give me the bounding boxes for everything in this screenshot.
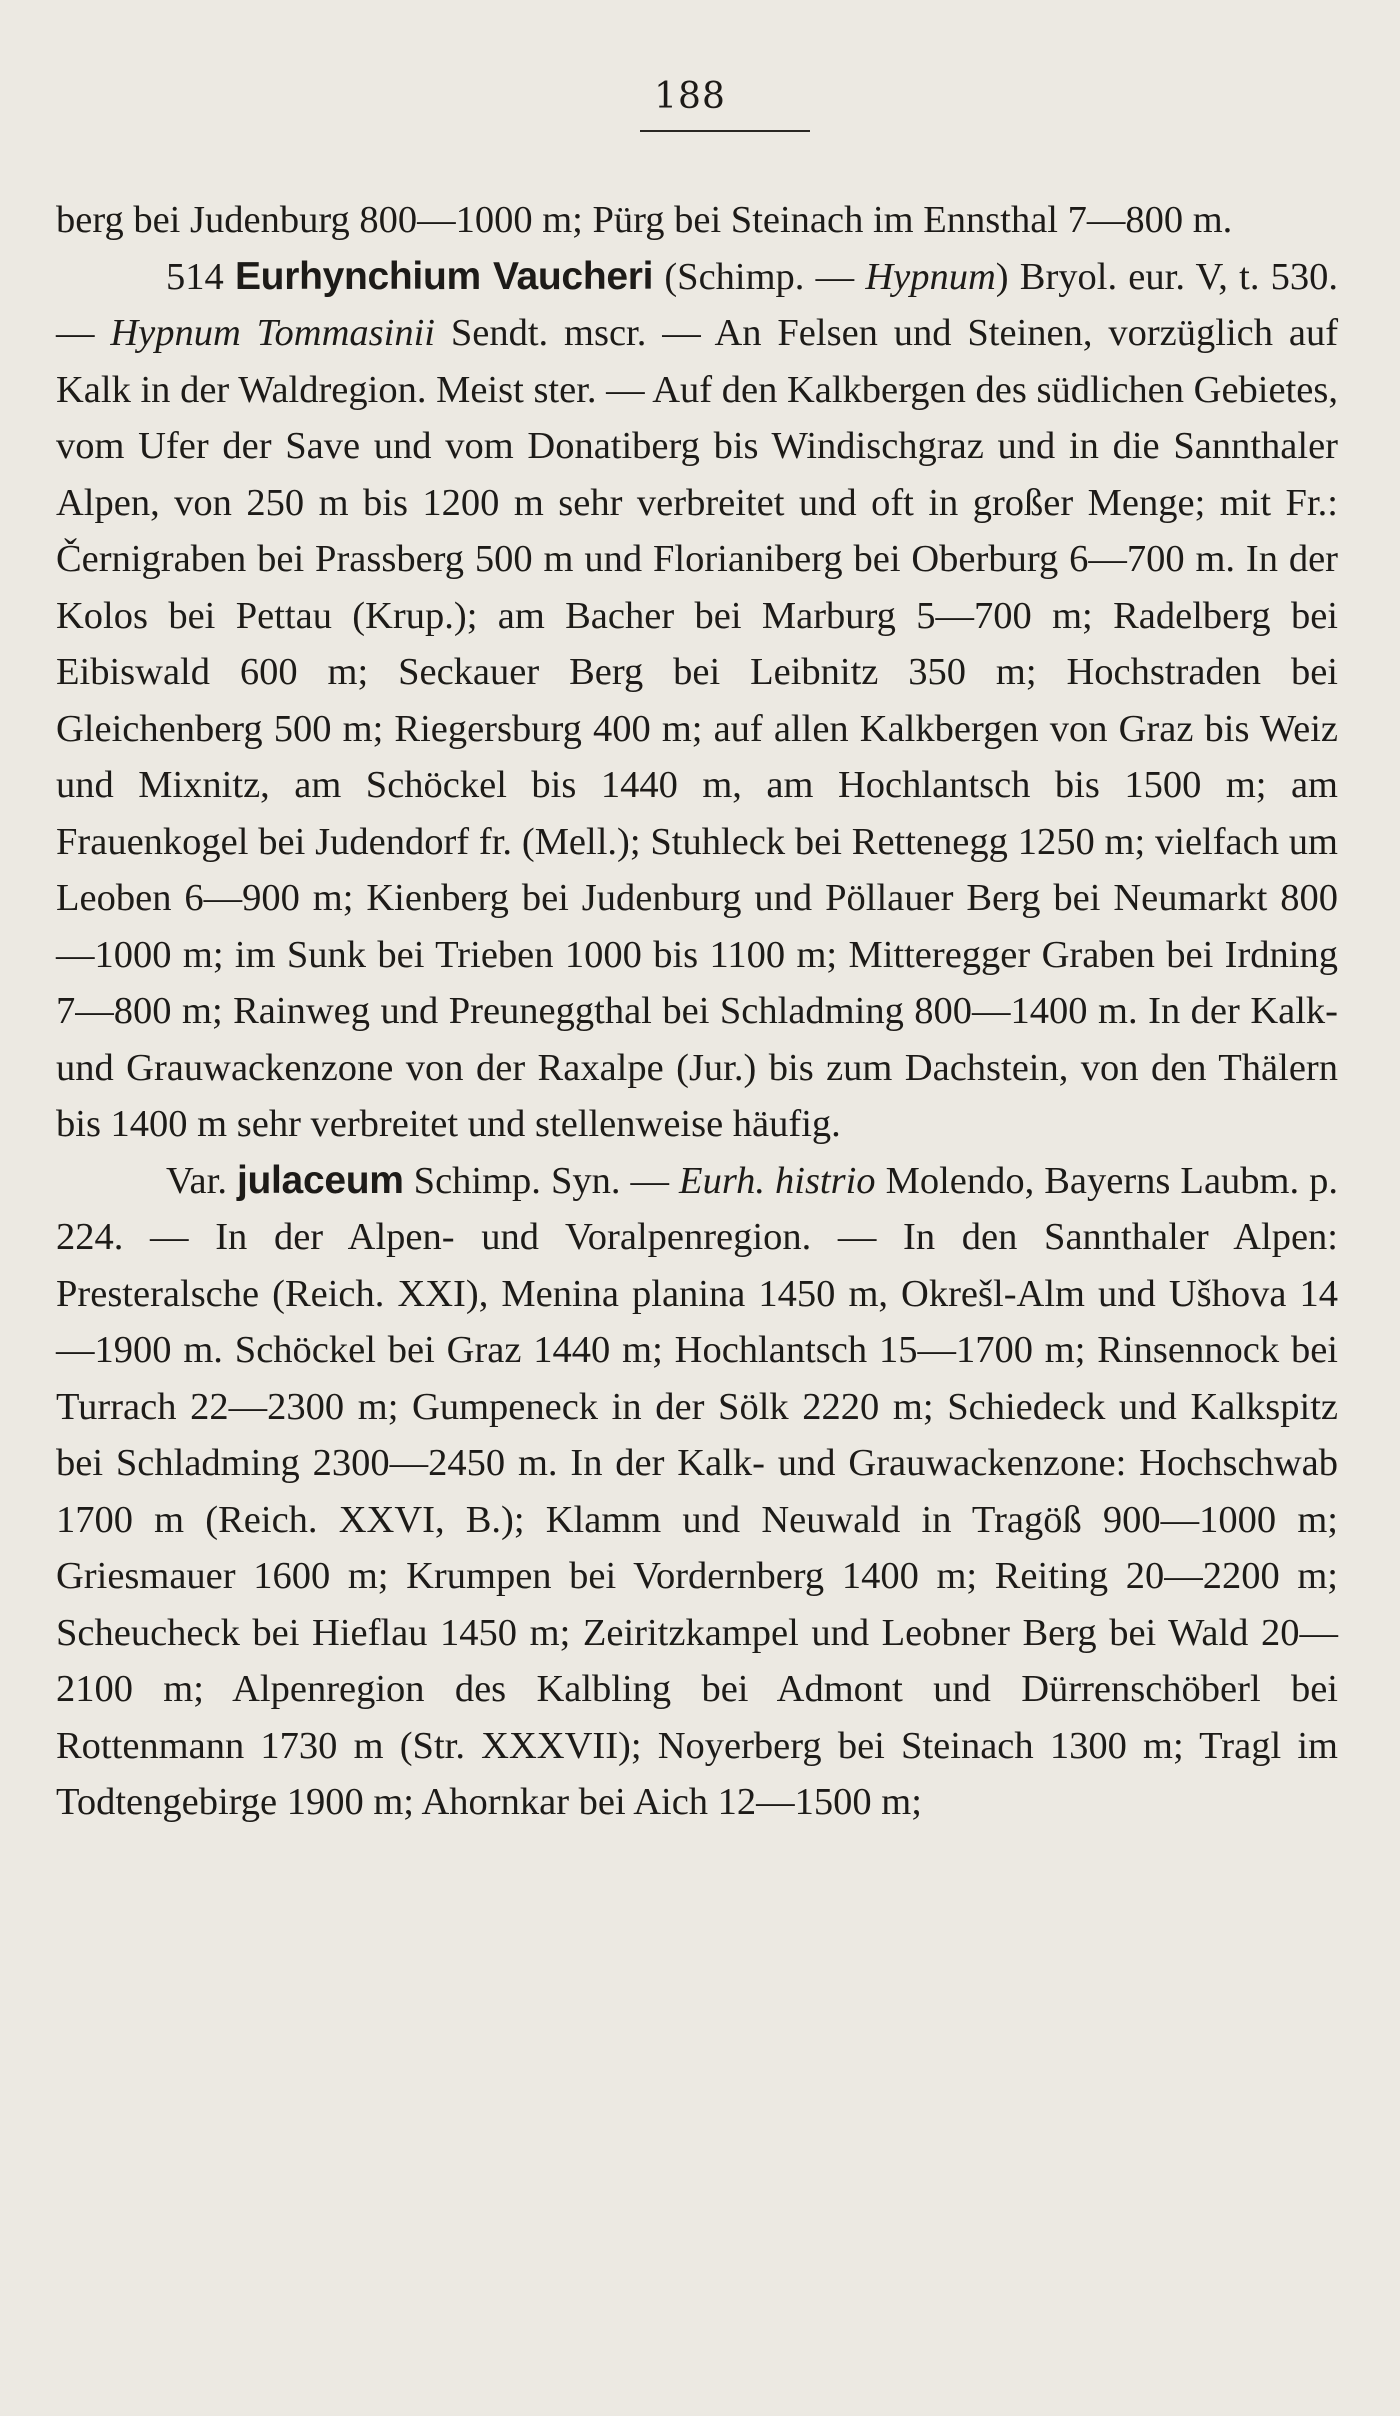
species-name: Eurhynchium Vaucheri [234, 254, 654, 298]
variety-text-2: Molendo, Bayerns Laubm. p. 224. — In der Alpen- und Voralpenregion. — In den Sannthaler Alpen: Presteralsche (Reich. XXI), Menina planina 1450 m, Okrešl-Alm und Ušhova 14—1900 m. Schöckel bei Graz 1440 m; Hochlantsch 15—1700 m; Rinsennock bei Turrach 22—2300 m; Gumpeneck in der Sölk 2220 m; Schiedeck und Kalkspitz bei Schladming 2300—2450 m. In der Kalk- und Grauwackenzone: Hochschwab 1700 m (Reich. XXVI, B.); Klamm und Neuwald in Tragöß 900—1000 m; Griesmauer 1600 m; Krumpen bei Vordernberg 1400 m; Reiting 20—2200 m; Scheucheck bei Hieflau 1450 m; Zeiritzkampel und Leobner Berg bei Wald 20—2100 m; Alpenregion des Kalbling bei Admont und Dürrenschöberl bei Rottenmann 1730 m (Str. XXXVII); Noyerberg bei Steinach 1300 m; Tragl im Todtengebirge 1900 m; Ahornkar bei Aich 12—1500 m; [56, 1159, 1339, 1823]
paragraph-continuation: berg bei Judenburg 800—1000 m; Pürg bei Steinach im Ennsthal 7—800 m. [56, 199, 1233, 241]
entry-text-3: Sendt. mscr. — An Felsen und Steinen, vorzüglich auf Kalk in der Waldregion. Meist ster. — Auf den Kalkbergen des südlichen Gebietes, vom Ufer der Save und vom Donatiberg bis Windischgraz und in die Sannthaler Alpen, von 250 m bis 1200 m sehr verbreitet und oft in großer Menge; mit Fr.: Černigraben bei Prassberg 500 m und Florianiberg bei Oberburg 6—700 m. In der Kolos bei Pettau (Krup.); am Bacher bei Marburg 5—700 m; Radelberg bei Eibiswald 600 m; Seckauer Berg bei Leibnitz 350 m; Hochstraden bei Gleichenberg 500 m; Riegersburg 400 m; auf allen Kalkbergen von Graz bis Weiz und Mixnitz, am Schöckel bis 1440 m, am Hochlantsch bis 1500 m; am Frauenkogel bei Judendorf fr. (Mell.); Stuhleck bei Rettenegg 1250 m; vielfach um Leoben 6—900 m; Kienberg bei Judenburg und Pöllauer Berg bei Neumarkt 800—1000 m; im Sunk bei Trieben 1000 bis 1100 m; Mitteregger Graben bei Irdning 7—800 m; Rainweg und Preuneggthal bei Schladming 800—1400 m. In der Kalk- und Grauwackenzone von der Raxalpe (Jur.) bis zum Dachstein, von den Thälern bis 1400 m sehr verbreitet und stellenweise häufig. [56, 312, 1339, 1145]
synonym-2: Hypnum Tommasinii [110, 312, 435, 354]
page-number: 188 [654, 76, 726, 117]
header-rule [640, 130, 810, 132]
variety-text-1: Schimp. Syn. — [403, 1159, 680, 1202]
variety-entry [56, 1153, 1338, 1831]
variety-prefix: Var. [166, 1159, 237, 1202]
species-entry-514 [56, 249, 1338, 1153]
variety-name: julaceum [236, 1158, 404, 1202]
variety-synonym: Eurh. histrio [679, 1159, 876, 1202]
synonym-1: Hypnum [865, 255, 996, 298]
body-text [56, 192, 1338, 1831]
entry-text-1: (Schimp. — [653, 255, 866, 298]
entry-number: 514 [166, 255, 224, 298]
entry-text-2: ) Bryol. eur. V, t. 530. — [56, 255, 1339, 354]
